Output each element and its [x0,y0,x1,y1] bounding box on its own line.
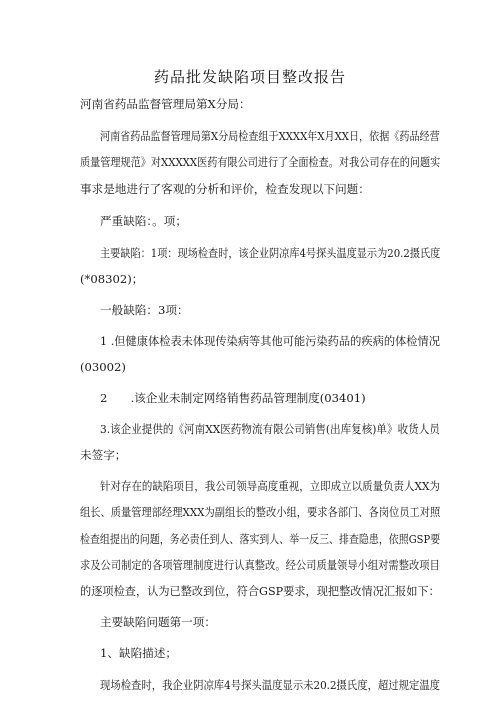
paragraph-line: 事求是地进行了客观的分析和评价，检查发现以下问题： [80,182,370,196]
paragraph-line: 主要缺陷：1项：现场检查时，该企业阴凉库4号探头温度显示为20.2摄氏度 [100,246,441,260]
paragraph-line: 求及公司制定的各项管理制度进行认真整改。经公司质量领导小组对需整改项目 [80,558,440,572]
paragraph-line: 组长、质量管理部经理XXX为副组长的整改小组，要求各部门、各岗位员工对照 [80,505,441,519]
paragraph-line: 1 .但健康体检表未体现传染病等其他可能污染药品的疾病的体检情况 [100,334,440,348]
paragraph-line: 1、缺陷描述； [100,646,177,660]
paragraph-line: 3.该企业提供的《河南XX医药物流有限公司销售(出库复核)单》收货人员 [100,422,440,436]
paragraph-line: 河南省药品监督管理局第X分局检查组于XXXX年X月XX日，依据《药品经营 [100,129,440,143]
paragraph-line: 针对存在的缺陷项目，我公司领导高度重视，立即成立以质量负责人XX为 [100,479,440,493]
document-title: 药品批发缺陷项目整改报告 [153,68,346,86]
paragraph-line: 2 .该企业未制定网络销售药品管理制度(03401) [100,391,366,405]
paragraph-line: 严重缺陷：。项； [100,214,187,228]
paragraph-line: 未签字； [80,448,127,462]
paragraph-line: 现场检查时，我企业阴凉库4号探头温度显示未20.2摄氏度，超过规定温度 [100,678,441,692]
paragraph-line: 质量管理规范》对XXXXX医药有限公司进行了全面检查。对我公司存在的问题实 [80,155,441,169]
paragraph-line: 主要缺陷问题第一项： [100,615,216,629]
addressee-line: 河南省药品监督管理局第X分局： [80,97,251,111]
paragraph-line: 检查组提出的问题，务必责任到人、落实到人、举一反三、排查隐患，依照GSP要 [80,532,441,546]
paragraph-line: 一般缺陷：3项： [100,303,189,317]
paragraph-line: (*08302)； [80,272,144,286]
paragraph-line: 的逐项检查，认为已整改到位，符合GSP要求，现把整改情况汇报如下： [80,584,440,598]
paragraph-line: (03002) [80,360,126,374]
